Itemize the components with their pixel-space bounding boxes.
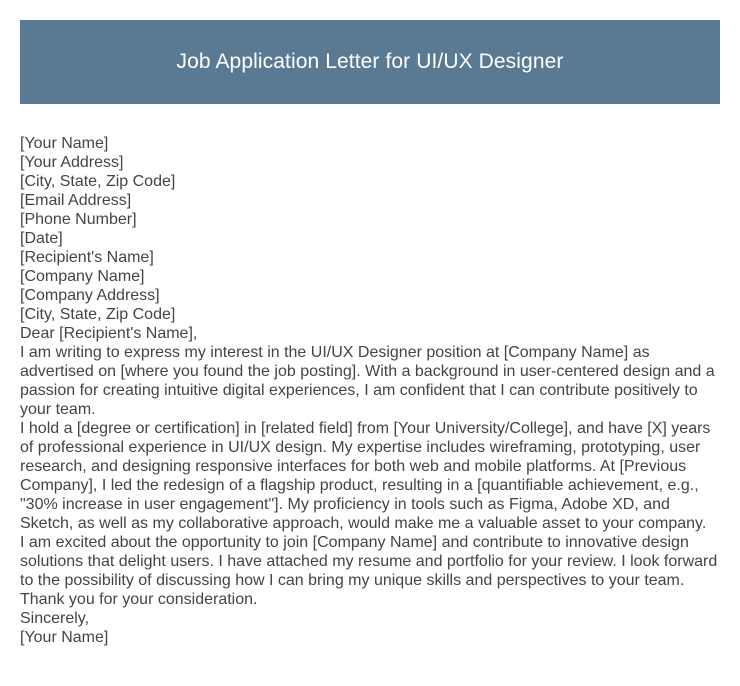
letter-body: [20, 134, 720, 647]
closing: Sincerely,: [20, 610, 90, 627]
thanks-paragraph: Thank you for your consideration.: [20, 591, 258, 608]
sender-name: [Your Name]: [20, 135, 109, 152]
letter-date: [Date]: [20, 230, 63, 247]
sender-email: [Email Address]: [20, 192, 132, 209]
signature: [Your Name]: [20, 629, 109, 646]
sender-address: [Your Address]: [20, 154, 124, 171]
intro-paragraph: I am writing to express my interest in the UI/UX Designer position at [Company Name] as advertised on [where you found the job posting]. With a background in user-centered design and a passion for creating intuitive digital experiences, I am confident that I can contribute positively to your team.: [20, 344, 715, 418]
motivation-paragraph: I am excited about the opportunity to join [Company Name] and contribute to innovative design solutions that delight users. I have attached my resume and portfolio for your review. I look forward to the possibility of discussing how I can bring my unique skills and perspectives to your team.: [20, 534, 718, 589]
recipient-name: [Recipient's Name]: [20, 249, 154, 266]
recipient-company: [Company Name]: [20, 268, 145, 285]
recipient-company-address: [Company Address]: [20, 287, 160, 304]
page-title: Job Application Letter for UI/UX Designer: [176, 50, 564, 73]
salutation: Dear [Recipient's Name],: [20, 325, 198, 342]
experience-paragraph: I hold a [degree or certification] in [related field] from [Your University/College], and have [X] years of professional experience in UI/UX design. My expertise includes wireframing, prototyping, user research, and designing responsive interfaces for both web and mobile platforms. At [Previous Company], I led the redesign of a flagship product, resulting in a [quantifiable achievement, e.g., "30% increase in user engagement"]. My proficiency in tools such as Figma, Adobe XD, and Sketch, as well as my collaborative approach, would make me a valuable asset to your company.: [20, 420, 711, 532]
letter-header-banner: [20, 20, 720, 104]
sender-phone: [Phone Number]: [20, 211, 137, 228]
sender-city-state-zip: [City, State, Zip Code]: [20, 173, 176, 190]
recipient-city-state-zip: [City, State, Zip Code]: [20, 306, 176, 323]
